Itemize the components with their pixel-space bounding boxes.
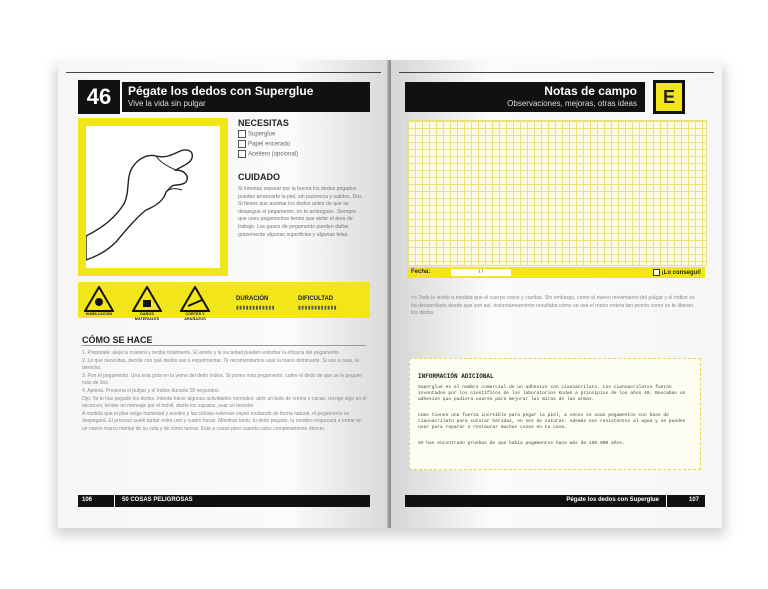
right-page: [391, 60, 722, 528]
difficulty-scale: ▮▮▮▮▮▮▮▮▮▮▮▮: [298, 305, 338, 311]
open-book: [58, 60, 722, 528]
needs-item[interactable]: Papel encerado: [238, 140, 290, 148]
step-text: 2. Lo que necesitas, decide con qué dedos vas a experimentar. Te recomendamos usar la mano dominante. Si vas a casa, la derecha.: [82, 357, 359, 372]
footer-title: Pégate los dedos con Superglue: [566, 497, 659, 503]
warning-cuts: CORTES Y ARAÑAZOS: [178, 286, 212, 321]
notes-body: >> Todo lo vivido a medida que el cuerpo crece y cambia. Sin embargo, como el nuevo movimiento del pulgar y el índice se ha desarrollado desde que son así, instantáneamente resultaba cómo se usa el mano entera tan pronto como se te liberan los dedos.: [411, 295, 695, 317]
date-bar: [407, 267, 705, 278]
info-paragraph: Superglue es el nombre comercial de un adhesivo con cianoacrilato. Los cianoacrilatos fueron inventados por los científicos de los laboratorios Kodak a principios de los años 40. Buscaban un adhesivo que pudiera usarse para mejorar las miras de las armas.: [418, 385, 686, 402]
step-text: 4. Aprieta. Presiona el pulgar y el índice durante 30 segundos.: [82, 387, 220, 394]
house-warning-icon: [132, 286, 162, 312]
step-text: A medida que el pilar exige humedad y aceites y las células externas vayan mudando de forma natural, el pegamento se despegará. El proceso suele tardar entre uno y cuatro horas. Mientras tanto, tu dedo pegado, tu cerebro empezará a entrar en un nuevo marco mental de su vida y de cómo tareas. Este a cosas pero cuando calce completamente directo.: [82, 410, 362, 432]
page-number: 107: [688, 497, 699, 503]
left-page: [58, 60, 389, 528]
hand-illustration: [78, 118, 228, 276]
how-heading: CÓMO SE HACE: [82, 335, 153, 345]
divider: [114, 495, 115, 507]
section-badge: E: [653, 80, 685, 114]
book-title: 50 COSAS PELIGROSAS: [122, 497, 193, 503]
illustration-frame: [86, 126, 220, 268]
needs-item[interactable]: Superglue: [238, 130, 275, 138]
duration-scale: ▮▮▮▮▮▮▮▮▮▮▮▮: [236, 305, 276, 311]
activity-title: Pégate los dedos con Superglue: [128, 84, 314, 98]
care-text: Si intentas separar por la fuerza los dedos pegados puedes arrancarte la piel, sin paciencia y salidos. Dos. Si tienes que asomar los dedos antes de que se despegue el pegamento, no te arriesgues. Siempre que uses pegamentos tienes que aislar el área de trabajo. Los gases de pegamento pueden dañar gravemente algunas superficies y algunas telas.: [238, 186, 364, 238]
notes-subtitle: Observaciones, mejoras, otras ideas: [507, 99, 637, 108]
info-paragraph: Como tienen una fuerza increíble para pegar la piel, a veces se usan pegamentos con base de cianoacrilato para suturar heridas, en vez de suturas. Además son resistentes al agua y se pueden usar para reparar o restaurar muchas cosas en tu casa.: [418, 413, 686, 430]
notes-grid[interactable]: [407, 120, 707, 266]
pinching-hand-icon: [86, 126, 220, 268]
divider: [666, 495, 667, 507]
top-rule: [399, 72, 714, 73]
right-footer: [405, 495, 705, 507]
checkbox-icon: [238, 140, 246, 148]
activity-header: [78, 82, 370, 112]
date-field[interactable]: / /: [451, 269, 511, 276]
step-text: 3. Pon el pegamento. Una sola gota en la yema del dedo índice. Si pones más pegamento, cubre el dedo de que se le peguen más de dos.: [82, 372, 363, 387]
page-number: 106: [82, 497, 93, 503]
needs-item[interactable]: Aceitero (opcional): [238, 150, 298, 158]
needs-heading: NECESITAS: [238, 118, 289, 128]
divider: [82, 345, 366, 346]
notes-title: Notas de campo: [544, 84, 637, 98]
activity-subtitle: Vive la vida sin pulgar: [128, 99, 206, 108]
warning-humiliation: HUMILLACIÓN: [82, 286, 116, 317]
date-label: Fecha:: [411, 269, 431, 275]
checkbox-icon: [238, 150, 246, 158]
info-paragraph: Se han encontrado pruebas de que había pegamentos hace más de 150.000 años.: [418, 441, 625, 446]
left-footer: [78, 495, 370, 507]
skull-warning-icon: [84, 286, 114, 312]
difficulty-label: DIFICULTAD: [298, 296, 334, 302]
success-checkbox[interactable]: ¡Lo conseguí!: [653, 269, 701, 276]
step-text: Ojo: Ya te has pegado los dedos. Intenta hacer algunas actividades normales: abrir un bote de crema o cacao, recoge algo en el ascensor, tender un mensaje por el móvil, atarte los zapatos, usar un tenedor.: [82, 395, 367, 410]
warning-damage: DAÑOS MATERIALES: [130, 286, 164, 321]
checkbox-icon: [653, 269, 660, 276]
notes-header: [405, 82, 645, 112]
checkbox-icon: [238, 130, 246, 138]
how-steps: [82, 350, 368, 434]
info-heading: INFORMACIÓN ADICIONAL: [418, 373, 494, 380]
step-text: 1. Prepárate: aleja tu manera y recibe totalmente. El aceite y la suciedad pueden estorbar la eficacia del pegamento.: [82, 350, 341, 356]
care-heading: CUIDADO: [238, 172, 280, 182]
duration-label: DURACIÓN: [236, 296, 269, 302]
top-rule: [66, 72, 381, 73]
info-box: [409, 358, 701, 470]
cut-warning-icon: [180, 286, 210, 312]
activity-number: 46: [78, 80, 122, 114]
